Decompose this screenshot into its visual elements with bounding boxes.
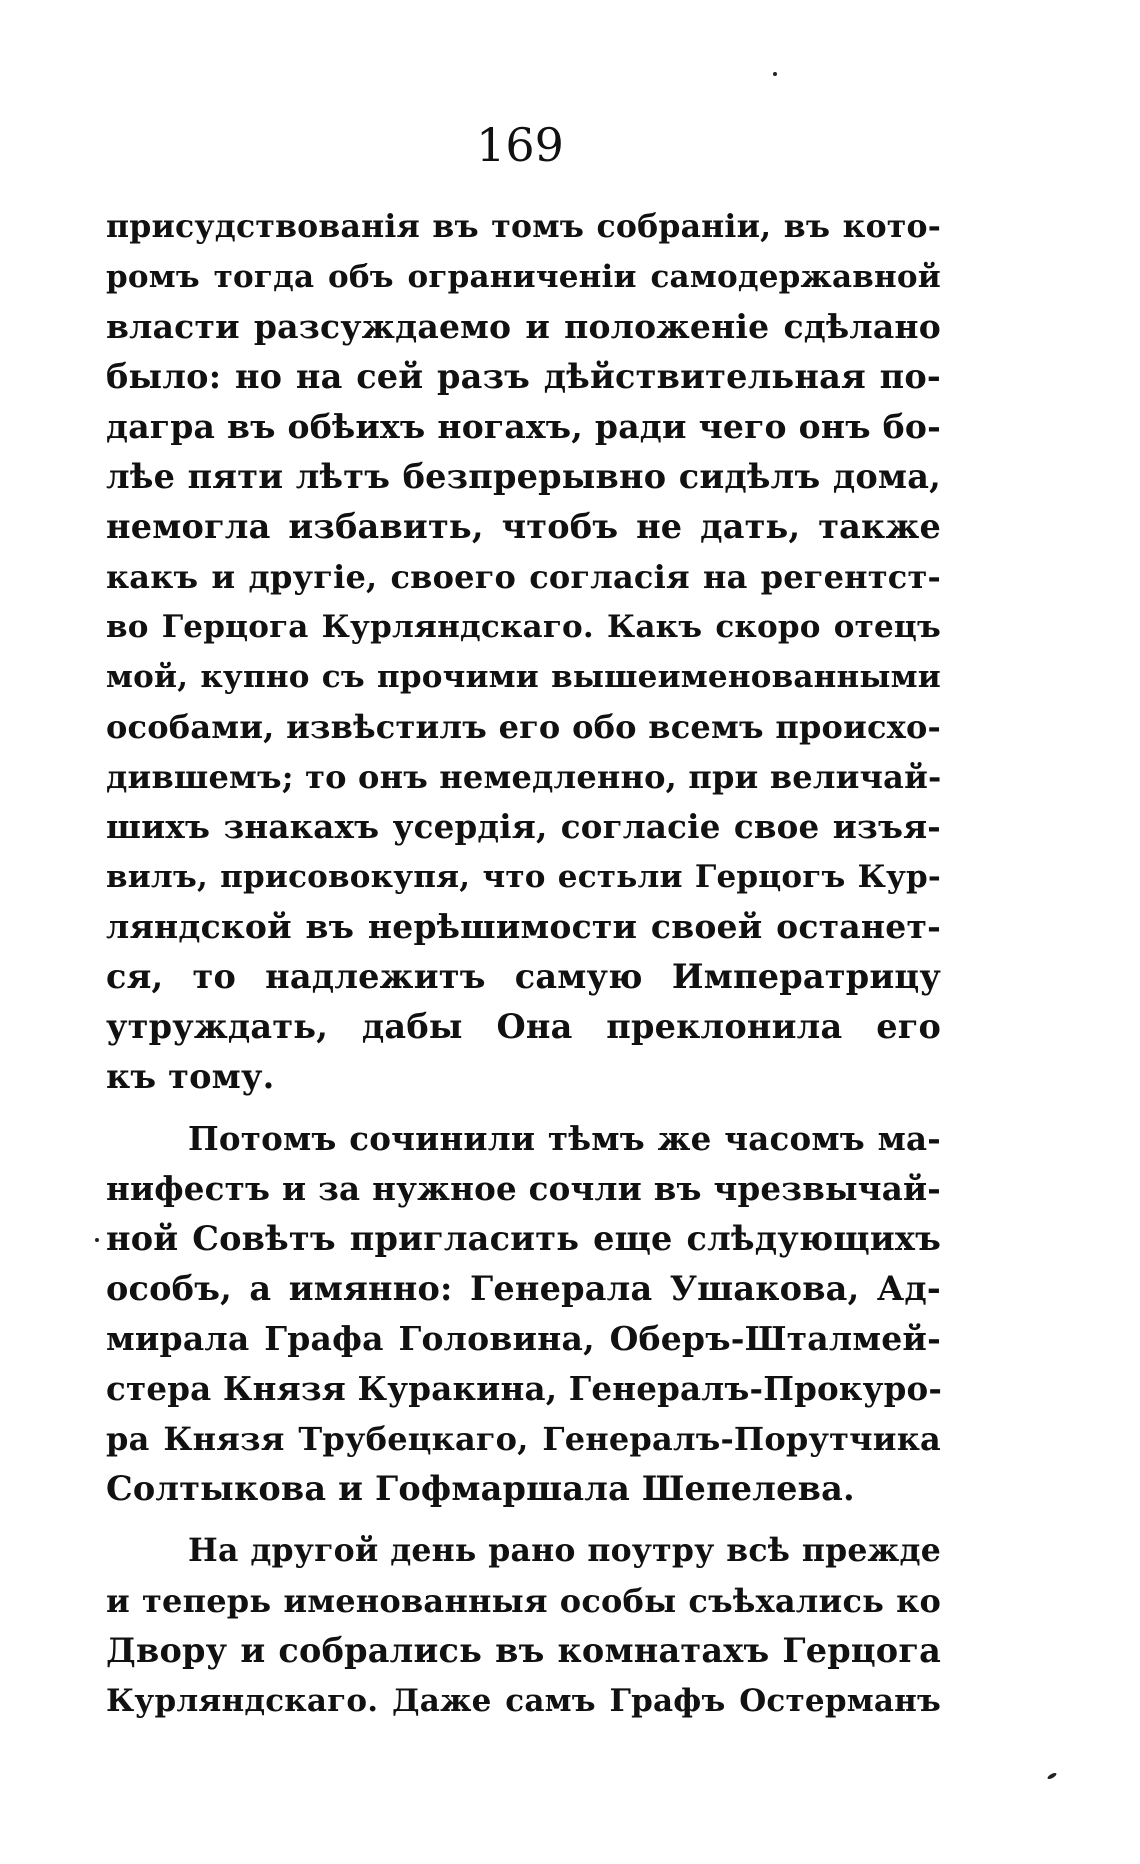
text-line: особъ, а имянно: Генерала Ушакова, Ад- bbox=[106, 1269, 941, 1308]
text-line: ся, то надлежитъ самую Императрицу bbox=[106, 957, 941, 996]
text-line: вилъ, присовокупя, что естьли Герцогъ Кур- bbox=[106, 859, 941, 895]
paragraph-2 bbox=[106, 1114, 941, 1514]
text-line: немогла избавить, чтобъ не дать, также bbox=[106, 507, 941, 546]
text-line: Потомъ сочинили тѣмъ же часомъ ма- bbox=[188, 1119, 941, 1158]
paragraph-gap bbox=[106, 1102, 941, 1114]
text-line: дагра въ обѣихъ ногахъ, ради чего онъ бо- bbox=[106, 407, 941, 446]
text-line: нифестъ и за нужное сочли въ чрезвычай- bbox=[106, 1169, 941, 1208]
text-line: Солтыкова и Гофмаршала Шепелева. bbox=[106, 1469, 855, 1508]
text-line: было: но на сей разъ дѣйствительная по- bbox=[106, 357, 941, 396]
text-line: На другой день рано поутру всѣ прежде bbox=[188, 1532, 941, 1569]
text-line: лѣе пяти лѣтъ безпрерывно сидѣлъ дома, bbox=[106, 457, 941, 496]
text-line: какъ и другіе, своего согласія на регентст- bbox=[106, 558, 941, 596]
paragraph-3 bbox=[106, 1526, 941, 1726]
text-line: дившемъ; то онъ немедленно, при величай- bbox=[106, 758, 942, 796]
text-line: особами, извѣстилъ его обо всемъ происхо- bbox=[106, 708, 941, 746]
text-line: утруждать, дабы Она преклонила его bbox=[106, 1007, 941, 1046]
text-line: во Герцога Курляндскаго. Какъ скоро отецъ bbox=[106, 609, 941, 645]
text-line: къ тому. bbox=[106, 1057, 275, 1096]
page-number: 169 bbox=[476, 118, 564, 172]
scan-speck bbox=[773, 72, 777, 76]
text-line: шихъ знакахъ усердія, согласіе свое изъя- bbox=[106, 807, 941, 846]
text-line: стера Князя Куракина, Генералъ-Прокуро- bbox=[106, 1369, 943, 1408]
body-text bbox=[106, 202, 941, 1726]
text-line: присудствованія въ томъ собраніи, въ кото- bbox=[106, 208, 941, 245]
paragraph-1 bbox=[106, 202, 941, 1102]
text-line: ра Князя Трубецкаго, Генералъ-Порутчика bbox=[106, 1420, 941, 1458]
text-line: ромъ тогда объ ограниченіи самодержавной bbox=[106, 259, 941, 295]
text-line: власти разсуждаемо и положеніе сдѣлано bbox=[106, 307, 941, 346]
text-line: Курляндскаго. Даже самъ Графъ Остерманъ bbox=[106, 1683, 941, 1719]
text-line: и теперь именованныя особы съѣхались ко bbox=[106, 1582, 941, 1620]
text-line: ляндской въ нерѣшимости своей останет- bbox=[106, 907, 941, 946]
text-line: ной Совѣтъ пригласить еще слѣдующихъ bbox=[106, 1219, 941, 1258]
text-line: мой, купно съ прочими вышеименованными bbox=[106, 659, 941, 695]
scan-speck bbox=[95, 1238, 99, 1242]
paragraph-gap bbox=[106, 1514, 941, 1526]
text-line: мирала Графа Головина, Оберъ-Шталмей- bbox=[106, 1319, 941, 1358]
text-line: Двору и собрались въ комнатахъ Герцога bbox=[106, 1631, 941, 1670]
scan-speck bbox=[1047, 1772, 1058, 1780]
